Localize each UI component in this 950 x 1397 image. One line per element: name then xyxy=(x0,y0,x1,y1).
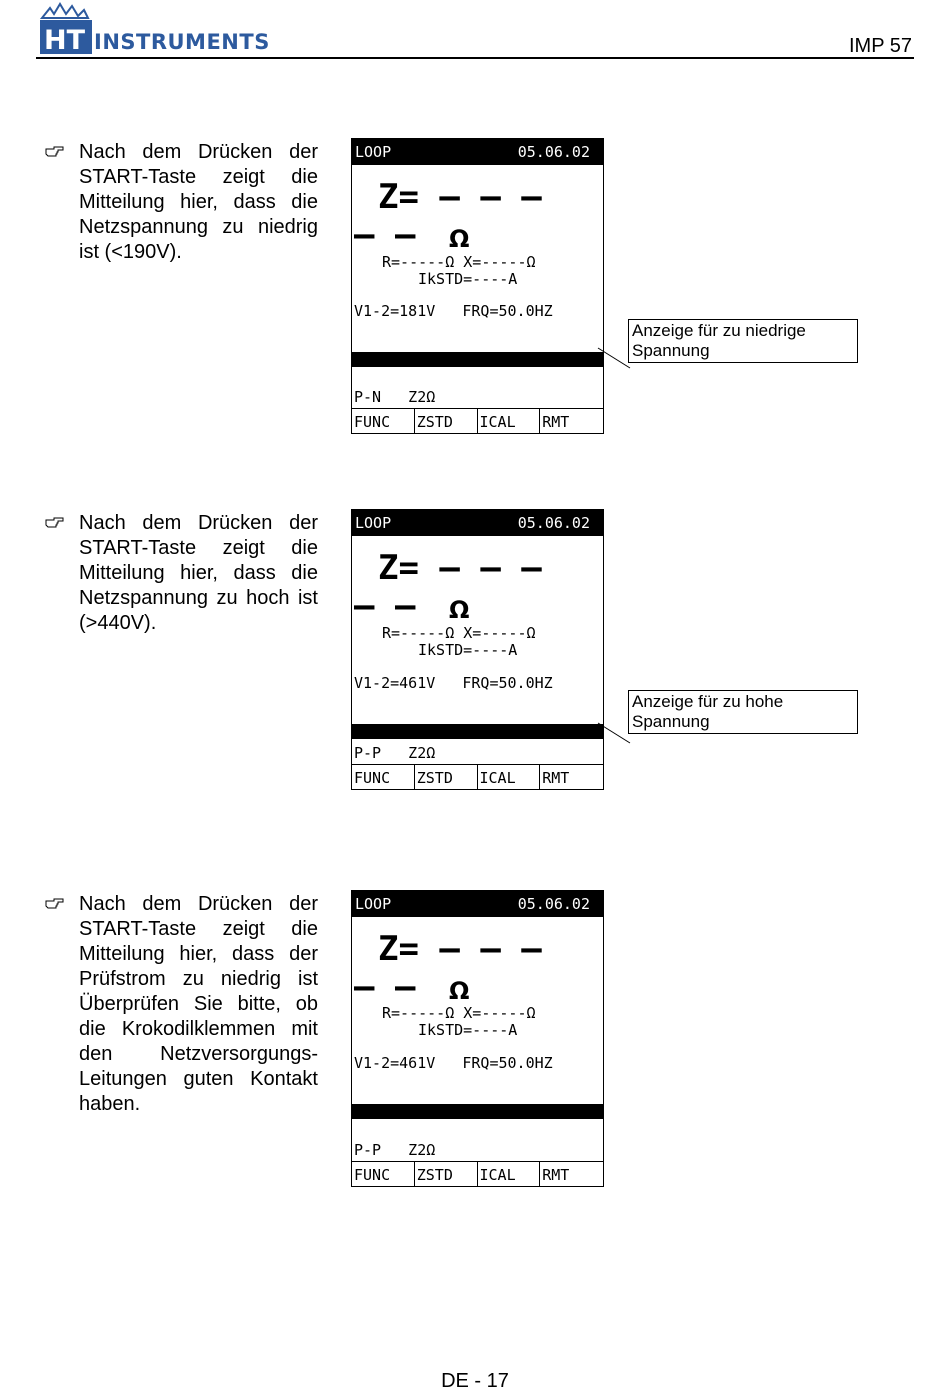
lcd-mode-line: P-P Z2Ω xyxy=(354,744,436,762)
pointing-hand-icon xyxy=(45,144,65,158)
lcd-mode-line: P-N Z2Ω xyxy=(354,388,436,406)
lcd-message-bar xyxy=(352,1104,603,1134)
short-circuit-current: IkSTD=----A xyxy=(418,641,518,659)
fkey-zstd[interactable]: ZSTD xyxy=(414,408,478,434)
lcd-date: 05.06.02 xyxy=(517,514,590,532)
lcd-date: 05.06.02 xyxy=(517,143,590,161)
callout-box: Anzeige für zu hohe Spannung xyxy=(628,690,858,734)
fkey-zstd[interactable]: ZSTD xyxy=(414,1161,478,1187)
lcd-title-bar xyxy=(352,510,603,536)
status-message: CURRENT NOT OK xyxy=(401,1118,520,1134)
lcd-title-bar xyxy=(352,139,603,165)
short-circuit-current: IkSTD=----A xyxy=(418,270,518,288)
fkey-rmt[interactable]: RMT xyxy=(539,408,604,434)
ohm-unit: Ω xyxy=(449,596,470,624)
callout-pointer xyxy=(596,346,632,370)
resistance-reactance: R=-----Ω X=-----Ω xyxy=(382,624,536,642)
lcd-mode-title: LOOP xyxy=(355,143,392,161)
lcd-mode-line: P-P Z2Ω xyxy=(354,1141,436,1159)
fkey-ical[interactable]: ICAL xyxy=(477,764,541,790)
fkey-func[interactable]: FUNC xyxy=(351,408,415,434)
resistance-reactance: R=-----Ω X=-----Ω xyxy=(382,253,536,271)
short-circuit-current: IkSTD=----A xyxy=(418,1021,518,1039)
section-text: Nach dem Drücken der START-Taste zeigt die Mitteilung hier, dass die Netzspannung zu niedrig ist (<190V). xyxy=(79,141,318,263)
voltage-frequency: V1-2=461V FRQ=50.0HZ xyxy=(354,674,553,692)
fkey-ical[interactable]: ICAL xyxy=(477,408,541,434)
fkey-func[interactable]: FUNC xyxy=(351,764,415,790)
impedance-value: Z= – – – xyxy=(378,177,542,217)
fkey-rmt[interactable]: RMT xyxy=(539,1161,604,1187)
voltage-frequency: V1-2=461V FRQ=50.0HZ xyxy=(354,1054,553,1072)
fkey-func[interactable]: FUNC xyxy=(351,1161,415,1187)
pointing-hand-icon xyxy=(45,896,65,910)
section-text: Nach dem Drücken der START-Taste zeigt die Mitteilung hier, dass die Netzspannung zu hoch ist (>440V). xyxy=(79,512,318,634)
brand-name: INSTRUMENTS xyxy=(94,30,270,54)
function-keys xyxy=(351,764,604,790)
pointing-hand-icon xyxy=(45,515,65,529)
impedance-value-continued: – – xyxy=(354,586,416,626)
page-number: DE - 17 xyxy=(441,1370,509,1392)
lcd-title-bar xyxy=(352,891,603,917)
impedance-value-continued: – – xyxy=(354,967,416,1007)
impedance-value: Z= – – – xyxy=(378,929,542,969)
callout-box: Anzeige für zu niedrige Spannung xyxy=(628,319,858,363)
header-divider xyxy=(36,57,914,59)
lcd-date: 05.06.02 xyxy=(517,895,590,913)
status-message: ν HIGH VOLTAGE xyxy=(402,738,521,754)
lcd-display xyxy=(351,509,604,790)
function-keys xyxy=(351,408,604,434)
lcd-mode-title: LOOP xyxy=(355,514,392,532)
ohm-unit: Ω xyxy=(449,977,470,1005)
doc-title: IMP 57 xyxy=(849,35,912,57)
ht-logo-icon xyxy=(38,2,98,58)
callout-pointer xyxy=(596,721,632,745)
logo-letters: HT xyxy=(44,25,86,56)
function-keys xyxy=(351,1161,604,1187)
impedance-value-continued: – – xyxy=(354,215,416,255)
lcd-message-bar xyxy=(352,352,603,382)
lcd-mode-title: LOOP xyxy=(355,895,392,913)
voltage-frequency: V1-2=181V FRQ=50.0HZ xyxy=(354,302,553,320)
fkey-ical[interactable]: ICAL xyxy=(477,1161,541,1187)
impedance-value: Z= – – – xyxy=(378,548,542,588)
section-text: Nach dem Drücken der START-Taste zeigt die Mitteilung hier, dass der Prüfstrom zu niedrig ist Überprüfen Sie bitte, ob die Krokodilklemmen mit den Netzversorgungs-Leitungen guten Kontakt haben. xyxy=(79,893,318,1115)
status-message: ν LOW VOLTAGE xyxy=(408,366,518,382)
fkey-rmt[interactable]: RMT xyxy=(539,764,604,790)
ohm-unit: Ω xyxy=(449,225,470,253)
lcd-display xyxy=(351,890,604,1187)
fkey-zstd[interactable]: ZSTD xyxy=(414,764,478,790)
lcd-display xyxy=(351,138,604,434)
resistance-reactance: R=-----Ω X=-----Ω xyxy=(382,1004,536,1022)
